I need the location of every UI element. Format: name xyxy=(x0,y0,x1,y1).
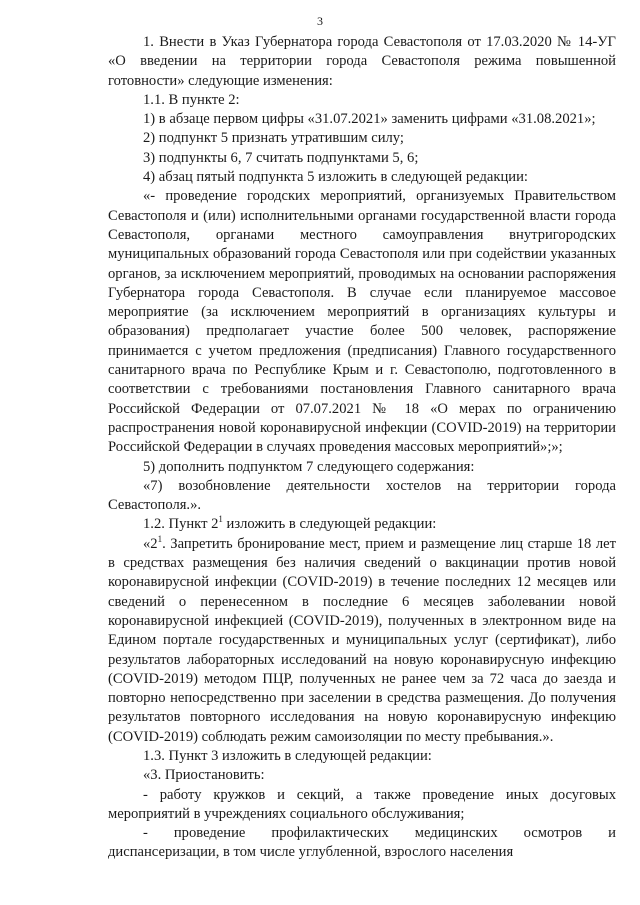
paragraph-sub-5: 5) дополнить подпунктом 7 следующего содержания: xyxy=(143,458,475,475)
paragraph-hostels: «7) возобновление деятельности хостелов на территории города Севастополя.». xyxy=(108,477,616,514)
paragraph-sub-2: 2) подпункт 5 признать утратившим силу; xyxy=(143,130,404,147)
paragraph-events: «- проведение городских мероприятий, организуемых Правительством Севастополя и (или) исполнительными органами государственной власти города Севастополя, органами местного самоуправления внутригородских муниципальных образований города Севастополя или при содействии указанных органов, за исключением мероприятий, проводимых на основании распоряжения Губернатора города Севастополя. В случае если планируемое массовое мероприятие (за исключением мероприятий в организациях культуры и образования) предполагает участие более 500 человек, распоряжение принимается с учетом предложения (предписания) Главного государственного санитарного врача по Республике Крым и г. Севастополю, подготовленного в соответствии с требованиями постановления Главного санитарного врача Российской Федерации от 07.07.2021 № 18 «О мерах по ограничению распространения новой коронавирусной инфекции (COVID-2019) на территории Российской Федерации в случаях проведения массовых мероприятий»;»; xyxy=(108,188,616,456)
paragraph-1-2: 1.2. Пункт $2^1$ изложить в следующей редакции: xyxy=(143,514,437,533)
paragraph-1-3: 1.3. Пункт 3 изложить в следующей редакции: xyxy=(143,747,432,764)
paragraph-sub-1: 1) в абзаце первом цифры «31.07.2021» заменить цифрами «31.08.2021»; xyxy=(143,111,596,128)
paragraph-suspend: «3. Приостановить: xyxy=(143,767,265,784)
page-number: 3 xyxy=(317,14,323,28)
paragraph-sub-3: 3) подпункты 6, 7 считать подпунктами 5, 6; xyxy=(143,149,419,166)
paragraph-sub-4: 4) абзац пятый подпункта 5 изложить в следующей редакции: xyxy=(143,169,528,186)
paragraph-accommodation: «$2^1$. Запретить бронирование мест, прием и размещение лиц старше 18 лет в средствах размещения без наличия сведений о вакцинации против новой коронавирусной инфекции (COVID-2019) в течение последних 12 месяцев или сведений о перенесенном в последние 6 месяцев заболевании новой коронавирусной инфекцией (COVID-2019), полученных в электронном виде на Едином портале государственных и муниципальных услуг (сертификат), либо результатов лабораторных исследований на новую коронавирусную инфекцию (COVID-2019) методом ПЦР, полученных не ранее чем за 72 часа до заезда и повторно непосредственно при заселении в средства размещения. До получения результатов повторного исследования на новую коронавирусную инфекцию (COVID-2019) соблюдать режим самоизоляции по месту пребывания.». xyxy=(108,533,616,745)
paragraph-clubs: - работу кружков и секций, а также проведение иных досуговых мероприятий в учреждениях социального обслуживания; xyxy=(108,786,616,822)
paragraph-1: 1. Внести в Указ Губернатора города Севастополя от 17.03.2020 № 14-УГ «О введении на территории города Севастополя режима повышенной готовности» следующие изменения: xyxy=(108,34,616,89)
paragraph-medical: - проведение профилактических медицинских осмотров и диспансеризации, в том числе углубленной, взрослого населения xyxy=(108,825,616,861)
document-body xyxy=(108,33,616,863)
paragraph-1-1: 1.1. В пункте 2: xyxy=(143,91,240,108)
